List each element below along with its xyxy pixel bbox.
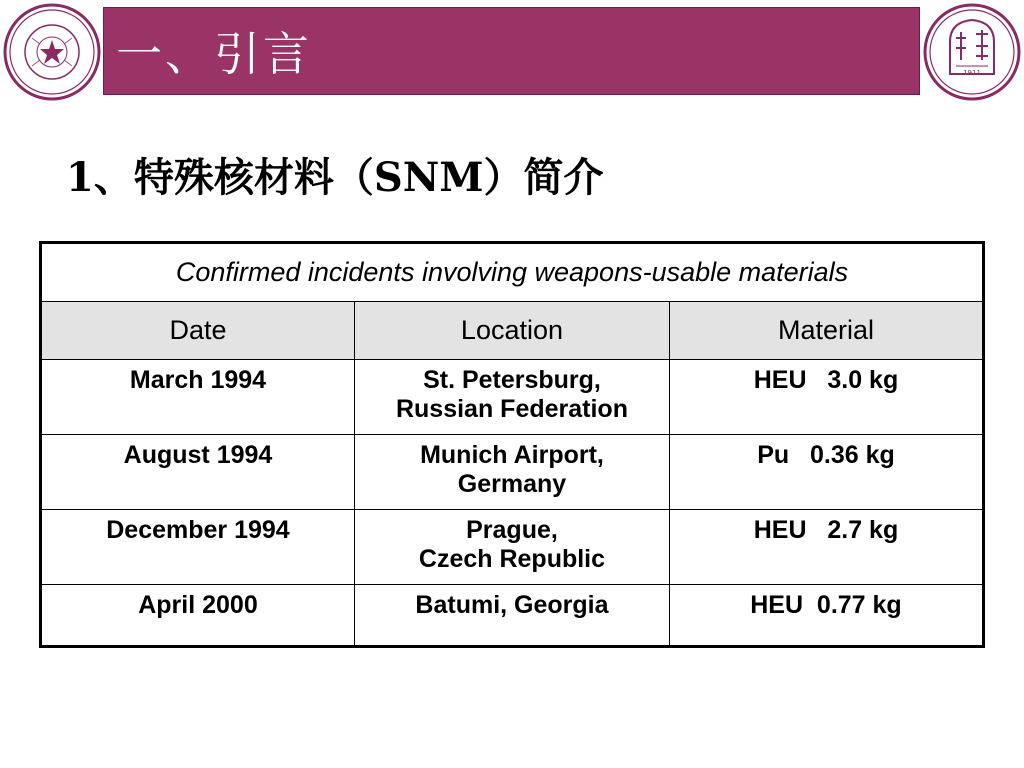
material-value: Pu 0.36 kg (757, 441, 895, 469)
material-value: HEU 3.0 kg (753, 366, 899, 394)
table-caption: Confirmed incidents involving weapons-usable materials (41, 243, 984, 302)
table-caption-row (41, 243, 984, 302)
table-header-row (41, 302, 984, 360)
cell-date: April 2000 (41, 585, 355, 647)
title-bar (103, 7, 920, 95)
cell-location (354, 585, 669, 647)
table-row (41, 510, 984, 585)
cell-date: March 1994 (41, 360, 355, 435)
table-row (41, 435, 984, 510)
header-date: Date (41, 302, 355, 360)
cell-material (669, 435, 983, 510)
location-line: Batumi, Georgia (415, 591, 609, 619)
cell-material (669, 360, 983, 435)
university-seal-left (2, 2, 102, 102)
incidents-table (39, 241, 985, 648)
cell-material (669, 585, 983, 647)
material-value: HEU 0.77 kg (750, 591, 902, 619)
cell-date: August 1994 (41, 435, 355, 510)
cell-location (354, 360, 669, 435)
location-line: Germany (457, 470, 567, 498)
header-material: Material (669, 302, 983, 360)
location-line: Czech Republic (418, 545, 606, 573)
location-line: Munich Airport, (420, 441, 604, 469)
header-location: Location (354, 302, 669, 360)
page-title: 一、引言 (116, 27, 312, 81)
cell-date: December 1994 (41, 510, 355, 585)
svg-text:1911: 1911 (963, 69, 981, 77)
university-seal-right (922, 2, 1022, 102)
location-line: St. Petersburg, (423, 366, 601, 394)
material-value: HEU 2.7 kg (753, 516, 899, 544)
cell-location (354, 510, 669, 585)
section-heading: 1、特殊核材料（SNM）简介 (66, 154, 604, 201)
location-line: Prague, (466, 516, 558, 544)
cell-location (354, 435, 669, 510)
cell-material (669, 510, 983, 585)
table-row (41, 360, 984, 435)
table-row (41, 585, 984, 647)
location-line: Russian Federation (395, 395, 628, 423)
